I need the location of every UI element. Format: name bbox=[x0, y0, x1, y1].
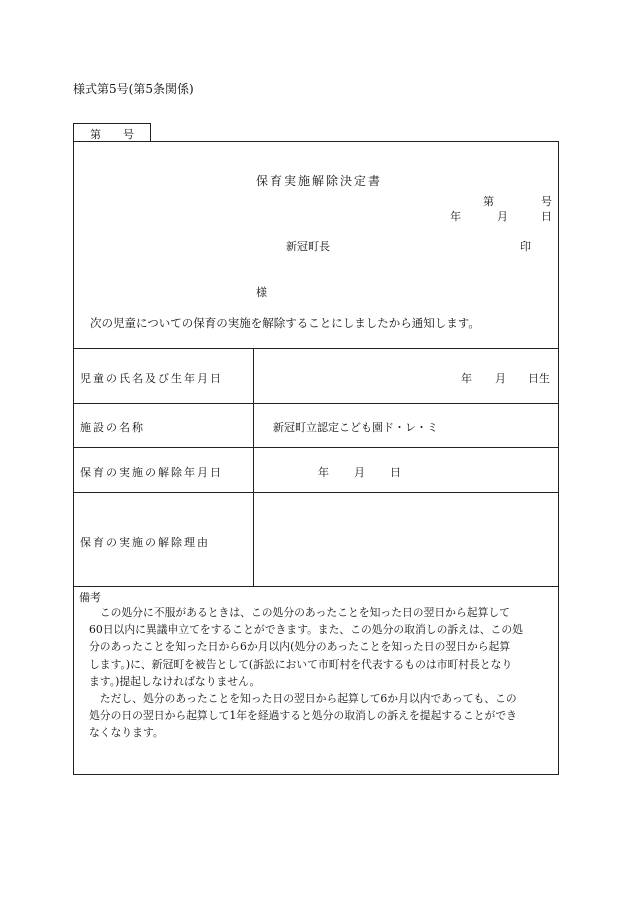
child-birth-hi: 日生 bbox=[528, 372, 550, 385]
child-birth-nen: 年 bbox=[461, 372, 472, 385]
notes-heading: 備考 bbox=[79, 591, 101, 604]
notes-line: ただし、処分のあったことを知った日の翌日から起算して6か月以内であっても、この bbox=[89, 692, 517, 706]
tab-go: 号 bbox=[123, 128, 134, 141]
notice-body: 次の児童についての保育の実施を解除することにしましたから通知します。 bbox=[90, 316, 480, 330]
notes-body bbox=[89, 604, 555, 742]
cancel-reason-label: 保育の実施の解除理由 bbox=[80, 536, 210, 549]
cancel-date-tsuki: 月 bbox=[354, 466, 365, 479]
facility-label: 施設の名称 bbox=[80, 421, 145, 434]
column-divider bbox=[253, 348, 254, 586]
doc-date-tsuki: 月 bbox=[497, 210, 508, 223]
doc-number-dai: 第 bbox=[483, 195, 494, 208]
notes-line: ます。)提起しなければなりません。 bbox=[89, 674, 261, 688]
notes-line: なくなります。 bbox=[89, 726, 164, 740]
divider-date bbox=[73, 492, 559, 493]
document-title: 保育実施解除決定書 bbox=[256, 174, 383, 188]
cancel-date-hi: 日 bbox=[390, 466, 401, 479]
facility-value: 新冠町立認定こども園ド・レ・ミ bbox=[273, 421, 438, 434]
divider-facility bbox=[73, 447, 559, 448]
tab-dai: 第 bbox=[90, 128, 101, 141]
notes-line: この処分に不服があるときは、この処分のあったことを知った日の翌日から起算して bbox=[89, 606, 510, 619]
recipient-sama: 様 bbox=[256, 286, 267, 299]
divider-reason bbox=[73, 586, 559, 587]
seal-mark: 印 bbox=[520, 240, 531, 253]
notes-line: 処分の日の翌日から起算して1年を経過すると処分の取消しの訴えを提起することができ bbox=[89, 709, 517, 723]
form-label: 様式第5号(第5条関係) bbox=[73, 82, 194, 96]
child-birth-tsuki: 月 bbox=[495, 372, 506, 385]
issuer-name: 新冠町長 bbox=[286, 240, 330, 253]
divider-child bbox=[73, 403, 559, 404]
doc-date-hi: 日 bbox=[541, 210, 552, 223]
cancel-date-label: 保育の実施の解除年月日 bbox=[80, 466, 223, 479]
divider-header bbox=[73, 348, 559, 349]
notes-line: します。)に、新冠町を被告として(訴訟において市町村を代表するものは市町村長となり bbox=[89, 657, 513, 671]
notes-line: 60日以内に異議申立てをすることができます。また、この処分の取消しの訴えは、この処 bbox=[89, 623, 523, 637]
notes-line: 分のあったことを知った日から6か月以内(処分のあったことを知った日の翌日から起算 bbox=[89, 640, 511, 654]
number-tab-box bbox=[73, 123, 151, 142]
doc-number-go: 号 bbox=[541, 195, 552, 208]
child-label: 児童の氏名及び生年月日 bbox=[80, 372, 223, 385]
cancel-date-nen: 年 bbox=[318, 466, 329, 479]
doc-date-nen: 年 bbox=[450, 210, 461, 223]
